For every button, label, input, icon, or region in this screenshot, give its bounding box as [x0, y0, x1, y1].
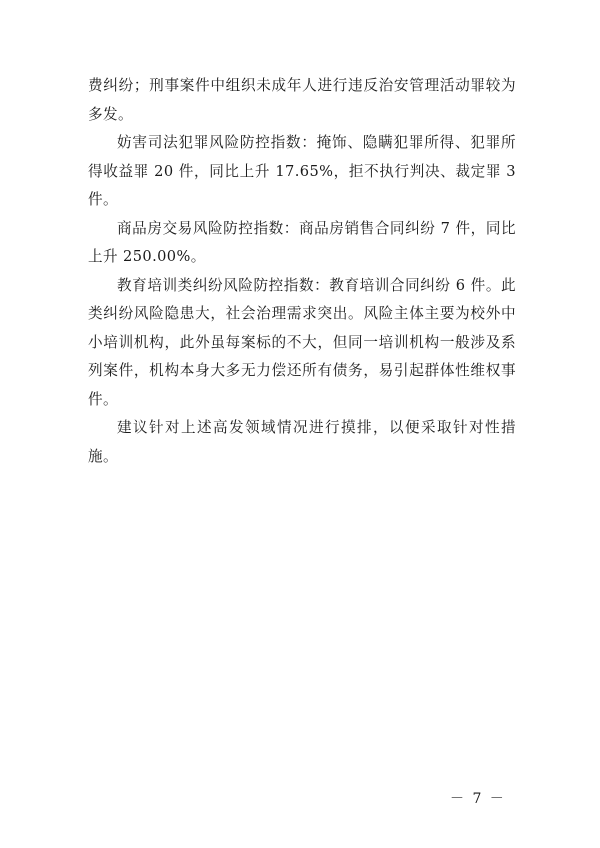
paragraph-continued: 费纠纷；刑事案件中组织未成年人进行违反治安管理活动罪较为多发。: [88, 77, 516, 123]
paragraph-commercial-housing-risk: 商品房交易风险防控指数：商品房销售合同纠纷 7 件，同比上升 250.00%。: [88, 219, 516, 265]
paragraph-education-training-risk: 教育培训类纠纷风险防控指数：教育培训合同纠纷 6 件。此类纠纷风险隐患大，社会治理需求突出。风险主体主要为校外中小培训机构，此外虽每案标的不大，但同一培训机构一般涉及系列案件，机构本身大多无力偿还所有债务，易引起群体性维权事件。: [88, 276, 516, 408]
paragraph-recommendation: 建议针对上述高发领域情况进行摸排，以便采取针对性措施。: [88, 419, 516, 465]
document-body: [88, 72, 516, 471]
paragraph-judicial-obstruction-risk: 妨害司法犯罪风险防控指数：掩饰、隐瞒犯罪所得、犯罪所得收益罪 20 件，同比上升 17.65%，拒不执行判决、裁定罪 3 件。: [88, 134, 516, 208]
page-number: － 7 －: [450, 791, 506, 807]
